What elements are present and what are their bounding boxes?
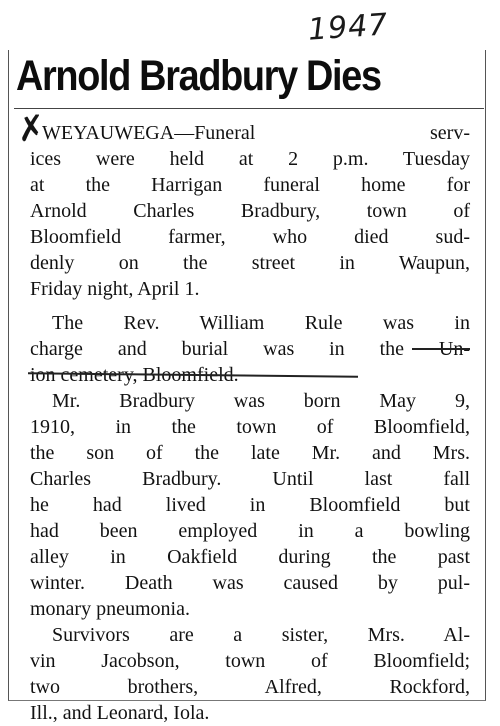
article-line: monary pneumonia. [30,598,190,620]
headline-divider [14,108,484,109]
article-line: ices were held at 2 p.m. Tuesday [30,148,470,170]
article-line: vin Jacobson, town of Bloomfield; [30,650,470,672]
article-line: had been employed in a bowling [30,520,470,542]
handwritten-x-mark-icon: ✗ [14,107,49,151]
article-line: at the Harrigan funeral home for [30,174,470,196]
article-line: Friday night, April 1. [30,278,200,300]
article-line: winter. Death was caused by pul- [30,572,470,594]
article-line: Survivors are a sister, Mrs. Al- [52,624,470,646]
article-line: alley in Oakfield during the past [30,546,470,568]
paragraph-survivors [30,622,470,726]
handwritten-underline [412,348,470,350]
article-line: charge and burial was in the Un- [30,338,470,360]
article-line: Arnold Charles Bradbury, town of [30,200,470,222]
article-line: Bloomfield farmer, who died sud- [30,226,470,248]
article-line: The Rev. William Rule was in [52,312,470,334]
article-line: denly on the street in Waupun, [30,252,470,274]
article-line: Charles Bradbury. Until last fall [30,468,470,490]
article-body [30,120,470,726]
paragraph-biography [30,388,470,622]
paragraph-funeral [30,120,470,302]
article-line: ion cemetery, Bloomfield. [30,364,239,386]
article-line: two brothers, Alfred, Rockford, [30,676,470,698]
headline: Arnold Bradbury Dies [16,52,381,100]
article-line: he had lived in Bloomfield but [30,494,470,516]
handwritten-year-note: 1947 [306,7,390,48]
article-line: Ill., and Leonard, Iola. [30,702,210,724]
article-line: WEYAUWEGA—Funeral serv- [42,122,470,144]
article-line: the son of the late Mr. and Mrs. [30,442,470,464]
article-line: Mr. Bradbury was born May 9, [52,390,470,412]
article-line: 1910, in the town of Bloomfield, [30,416,470,438]
